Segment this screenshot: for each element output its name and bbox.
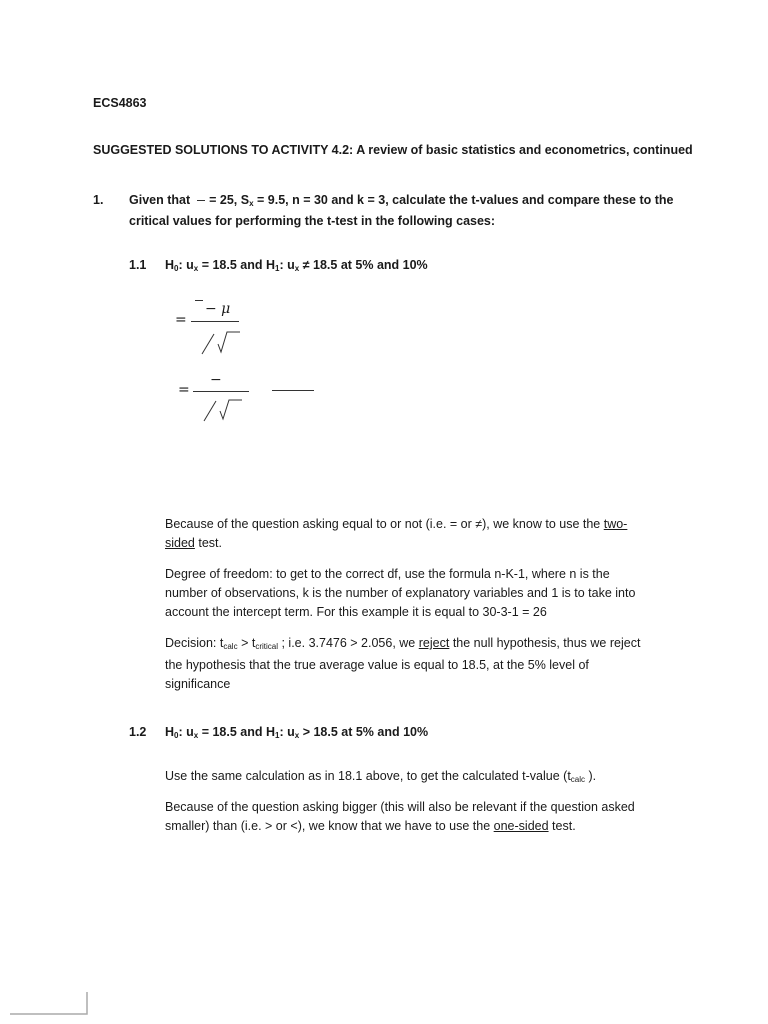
hypothesis-1-2	[165, 725, 428, 740]
h-end: > 18.5 at 5% and 10%	[302, 725, 429, 739]
question-text-line1	[129, 193, 673, 208]
paragraph-decision	[165, 634, 665, 694]
h-letter: H	[165, 258, 175, 272]
u-letter: : u	[279, 725, 295, 739]
equals-sign: =	[175, 312, 187, 328]
section-number-1-1: 1.1	[129, 258, 147, 272]
x-bar-overline	[195, 300, 203, 301]
underlined-text: two-	[603, 517, 628, 531]
text: test.	[552, 819, 576, 833]
h-sub: 0	[174, 731, 179, 740]
h-sub: 1	[275, 731, 280, 740]
text: > t	[241, 636, 256, 650]
given-rest: = 25, S	[209, 193, 250, 207]
paragraph-same-calculation	[165, 767, 665, 789]
t-formula-1	[170, 296, 250, 361]
question-number: 1.	[93, 193, 104, 207]
h-mid: = 18.5 and H	[201, 725, 276, 739]
u-sub: x	[294, 264, 300, 273]
text: Use the same calculation as in 18.1 above, to get the calculated t-value (t	[165, 769, 571, 783]
u-letter: : u	[279, 258, 295, 272]
text-line: account the intercept term. For this example it is equal to 30-3-1 = 26	[165, 605, 547, 619]
minus-sign: −	[210, 372, 222, 388]
result-line	[272, 390, 314, 391]
h-end: ≠ 18.5 at 5% and 10%	[302, 258, 428, 272]
text: ).	[588, 769, 597, 783]
subscript: calc	[570, 775, 586, 784]
page-corner-mark-icon	[8, 990, 90, 1016]
fraction-bar	[193, 391, 249, 392]
underlined-text: sided	[165, 536, 195, 550]
u-letter: : u	[178, 725, 194, 739]
u-sub: x	[294, 731, 300, 740]
underlined-text: reject	[418, 636, 450, 650]
text: Because of the question asking equal to or not (i.e. = or ≠), we know to use the	[165, 517, 601, 531]
hypothesis-1-1	[165, 258, 428, 273]
paragraph-one-sided	[165, 798, 665, 836]
sqrt-denominator-icon	[202, 395, 247, 423]
text-line: the hypothesis that the true average value is equal to 18.5, at the 5% level of	[165, 658, 589, 672]
text: the null hypothesis, thus we reject	[452, 636, 641, 650]
h-mid: = 18.5 and H	[201, 258, 276, 272]
paragraph-degrees-of-freedom	[165, 565, 665, 622]
paragraph-two-sided	[165, 515, 665, 553]
sqrt-denominator-icon	[200, 326, 245, 356]
h-sub: 0	[174, 264, 179, 273]
mu-symbol: − μ	[205, 301, 231, 317]
text-line: number of observations, k is the number of explanatory variables and 1 is to take into	[165, 586, 636, 600]
question-text-line2: critical values for performing the t-test in the following cases:	[129, 214, 496, 228]
u-sub: x	[193, 264, 199, 273]
document-code: ECS4863	[93, 96, 147, 110]
h-letter: H	[165, 725, 175, 739]
text: test.	[198, 536, 222, 550]
section-number-1-2: 1.2	[129, 725, 147, 739]
subscript: calc	[223, 642, 238, 651]
subscript-x: x	[249, 199, 254, 208]
u-letter: : u	[178, 258, 194, 272]
t-formula-2	[170, 370, 330, 430]
underlined-text: one-sided	[493, 819, 549, 833]
text-line: significance	[165, 677, 231, 691]
text: smaller) than (i.e. > or <), we know that we have to use the	[165, 819, 491, 833]
given-prefix: Given that	[129, 193, 191, 207]
u-sub: x	[193, 731, 199, 740]
document-title: SUGGESTED SOLUTIONS TO ACTIVITY 4.2: A review of basic statistics and econometrics, continued	[93, 143, 693, 157]
text-line: Degree of freedom: to get to the correct df, use the formula n-K-1, where n is the	[165, 567, 610, 581]
text: Decision: t	[165, 636, 224, 650]
subscript: critical	[255, 642, 278, 651]
text: ; i.e. 3.7476 > 2.056, we	[281, 636, 416, 650]
text-line: Because of the question asking bigger (this will also be relevant if the question asked	[165, 800, 635, 814]
given-rest2: = 9.5, n = 30 and k = 3, calculate the t-values and compare these to the	[257, 193, 674, 207]
equals-sign: =	[178, 382, 190, 398]
h-sub: 1	[275, 264, 280, 273]
fraction-bar	[191, 321, 239, 322]
